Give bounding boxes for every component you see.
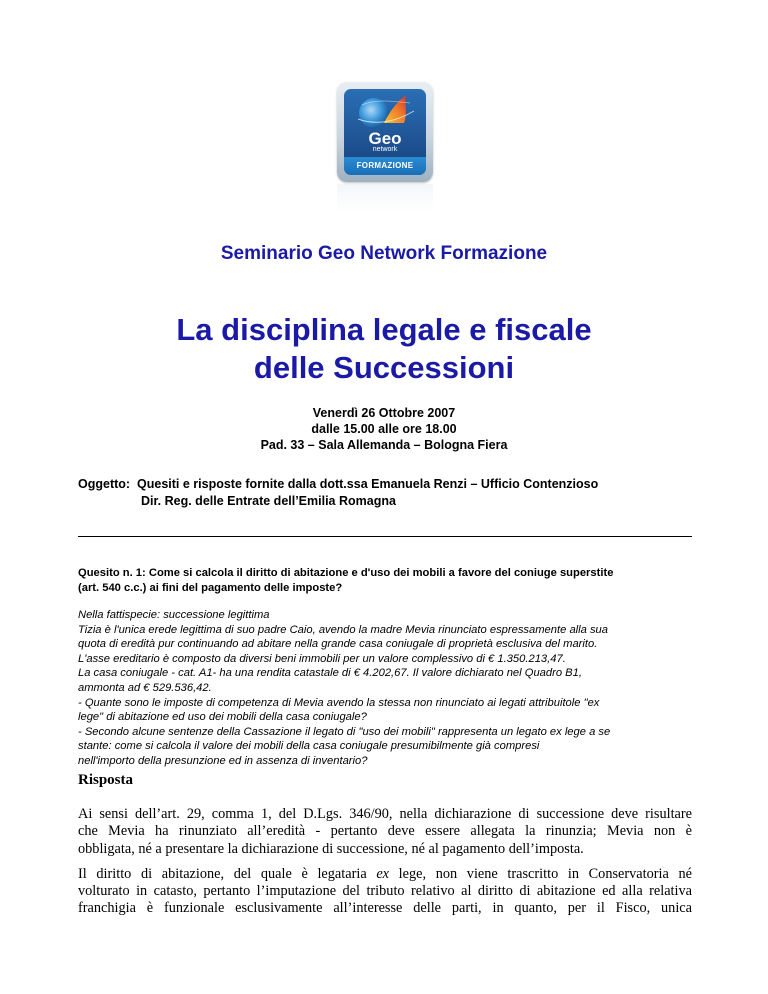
question-heading-line-2: (art. 540 c.c.) ai fini del pagamento delle imposte? [78, 582, 343, 594]
question-line: - Secondo alcune sentenze della Cassazione il legato di "uso dei mobili" rappresenta un legato ex lege a se [78, 725, 611, 738]
answer-line: franchigia è funzionale esclusivamente all’interesse delle parti, in quanto, per il Fisco, unica [78, 900, 692, 917]
answer-line: obbligata, né a presentare la dichiarazione di successione, né al pagamento dell’imposta. [78, 840, 584, 857]
logo-badge [337, 82, 433, 182]
question-line: lege" di abitazione ed uso dei mobili della casa coniugale? [78, 711, 367, 724]
logo-sub: network [372, 146, 398, 153]
logo-band: FORMAZIONE [344, 157, 426, 175]
question-heading [78, 566, 692, 596]
answer-text-run: Il diritto di abitazione, del quale è legataria [78, 865, 377, 882]
answer-text-run: lege, non viene trascritto in Conservatoria né [389, 865, 692, 882]
subject-line-1 [78, 476, 598, 493]
event-date: Venerdì 26 Ottobre 2007 [312, 406, 456, 420]
answer-paragraph-1 [78, 806, 692, 858]
question-line: Tizia è l'unica erede legittima di suo padre Caio, avendo la madre Mevia rinunciato espressamente alla sua [78, 623, 609, 636]
answer-line [78, 866, 692, 883]
question-line: nell'importo della presunzione ed in assenza di inventario? [78, 754, 368, 767]
subject-block [78, 476, 598, 510]
geo-network-logo [337, 82, 433, 224]
title-line-2: delle Successioni [253, 350, 515, 385]
question-line: ammonta ad € 529.536,42. [78, 681, 212, 694]
answer-heading: Risposta [78, 772, 134, 788]
subject-line-2: Dir. Reg. delle Entrate dell’Emilia Romagna [141, 494, 396, 508]
subject-label: Oggetto: [78, 477, 131, 491]
event-venue: Pad. 33 – Sala Allemanda – Bologna Fiera [260, 438, 508, 452]
event-time: dalle 15.00 alle ore 18.00 [311, 422, 457, 436]
seminar-title: Seminario Geo Network Formazione [220, 243, 548, 264]
divider [78, 536, 692, 537]
logo-brand: Geo [368, 129, 402, 148]
answer-line: Ai sensi dell’art. 29, comma 1, del D.Lgs. 346/90, nella dichiarazione di successione deve risultare [78, 806, 692, 822]
question-line: stante: come si calcola il valore dei mobili della casa coniugale presumibilmente già compresi [78, 740, 540, 753]
question-line: quota di eredità pur continuando ad abitare nella grande casa coniugale di proprietà esclusiva del marito. [78, 638, 598, 651]
answer-text [78, 806, 692, 918]
question-line: La casa coniugale - cat. A1- ha una rendita catastale di € 4.202,67. Il valore dichiarato nel Quadro B1, [78, 667, 582, 680]
question-line: L'asse ereditario è composto da diversi beni immobili per un valore complessivo di € 1.350.213,47. [78, 652, 566, 665]
question-heading-line-1: Quesito n. 1: Come si calcola il diritto di abitazione e d'uso dei mobili a favore del coniuge superstite [78, 567, 614, 579]
question-line: - Quante sono le imposte di competenza di Mevia avendo la stessa non rinunciato ai legati attribuitole "ex [78, 696, 600, 709]
question-line: Nella fattispecie: successione legittima [78, 609, 270, 621]
answer-paragraph-2 [78, 866, 692, 918]
logo-reflection [337, 184, 433, 224]
answer-line: volturato in catasto, pertanto l’imputazione del tributo relativo al diritto di abitazione ed alla relativa [78, 883, 692, 900]
answer-text-italic: ex [376, 865, 390, 882]
logo-inner [344, 89, 426, 175]
question-text [78, 608, 692, 769]
answer-line: che Mevia ha rinunziato all’eredità - pertanto deve essere allegata la rinunzia; Mevia non è [78, 823, 692, 840]
subject-text: Quesiti e risposte fornite dalla dott.ssa Emanuela Renzi – Ufficio Contenzioso [137, 477, 599, 491]
page-title [0, 311, 768, 387]
title-line-1: La disciplina legale e fiscale [176, 312, 592, 347]
